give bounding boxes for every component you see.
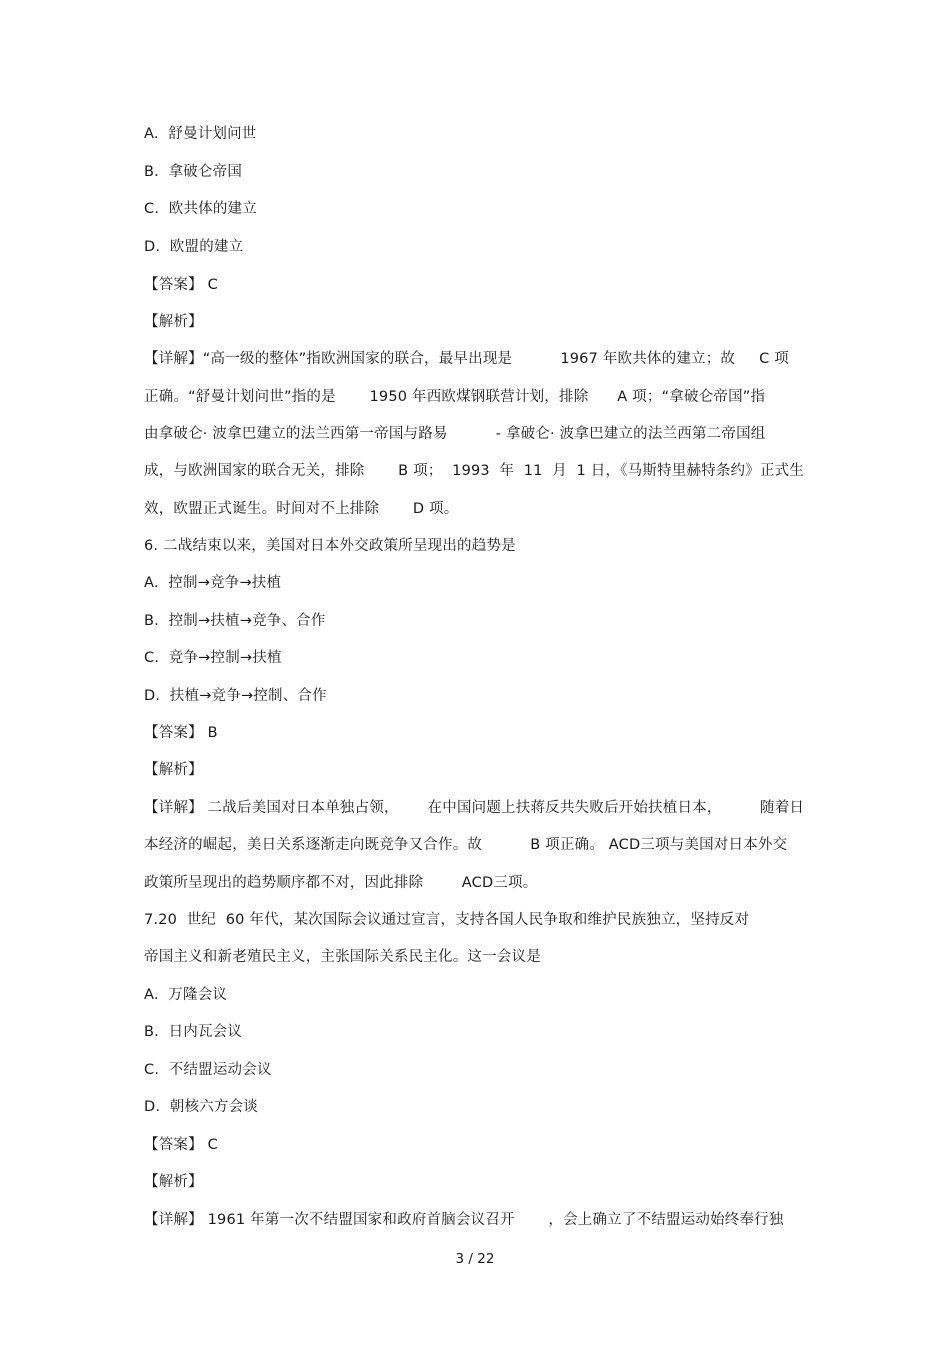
answer-q5: 【答案】 C — [144, 277, 218, 293]
option-c-q5: C. 欧共体的建立 — [144, 201, 257, 217]
page-number: 3 / 22 — [455, 1251, 495, 1267]
question-6: 6. 二战结束以来，美国对日本外交政策所呈现出的趋势是 — [144, 538, 516, 554]
answer-q6: 【答案】 B — [144, 725, 218, 741]
option-c-q7: C. 不结盟运动会议 — [144, 1062, 272, 1078]
question-7-line1: 7.20 世纪 60 年代，某次国际会议通过宣言，支持各国人民争取和维护民族独立，坚持反对 — [144, 912, 750, 928]
analysis-heading-q6: 【解析】 — [144, 762, 203, 778]
option-a-q5: A. 舒曼计划问世 — [144, 126, 257, 142]
explanation-q5-line3: 由拿破仑· 波拿巴建立的法兰西第一帝国与路易 - 拿破仑· 波拿巴建立的法兰西第二帝国组 — [144, 426, 766, 442]
option-d-q5: D. 欧盟的建立 — [144, 239, 244, 255]
option-a-q7: A. 万隆会议 — [144, 987, 228, 1003]
option-b-q5: B. 拿破仑帝国 — [144, 164, 243, 180]
explanation-q5-line5: 效，欧盟正式诞生。时间对不上排除 D 项。 — [144, 501, 459, 517]
question-7-line2: 帝国主义和新老殖民主义，主张国际关系民主化。这一会议是 — [144, 949, 541, 965]
explanation-q6-line1: 【详解】 二战后美国对日本单独占领， 在中国问题上扶蒋反共失败后开始扶植日本， 随着日 — [144, 800, 805, 816]
option-b-q7: B. 日内瓦会议 — [144, 1024, 243, 1040]
explanation-q5-line4: 成，与欧洲国家的联合无关，排除 B 项； 1993 年 11 月 1 日，《马斯特里赫特条约》正式生 — [144, 463, 805, 479]
option-d-q7: D. 朝核六方会谈 — [144, 1099, 258, 1115]
option-c-q6: C. 竞争→控制→扶植 — [144, 650, 282, 666]
explanation-q6-line2: 本经济的崛起，美日关系逐渐走向既竞争又合作。故 B 项正确。 ACD三项与美国对日本外交 — [144, 837, 788, 853]
option-a-q6: A. 控制→竞争→扶植 — [144, 575, 282, 591]
option-d-q6: D. 扶植→竞争→控制、合作 — [144, 688, 327, 704]
explanation-q5-line2: 正确。“舒曼计划问世”指的是 1950 年西欧煤钢联营计划，排除 A 项；“拿破仑帝国”指 — [144, 389, 766, 405]
option-b-q6: B. 控制→扶植→竞争、合作 — [144, 613, 326, 629]
explanation-q5-line1: 【详解】“高一级的整体”指欧洲国家的联合，最早出现是 1967 年欧共体的建立；故 C 项 — [144, 351, 790, 367]
analysis-heading-q5: 【解析】 — [144, 314, 203, 330]
explanation-q7-line1: 【详解】 1961 年第一次不结盟国家和政府首脑会议召开 ，会上确立了不结盟运动始终奉行独 — [144, 1212, 784, 1228]
explanation-q6-line3: 政策所呈现出的趋势顺序都不对，因此排除 ACD三项。 — [144, 875, 538, 891]
analysis-heading-q7: 【解析】 — [144, 1174, 203, 1190]
answer-q7: 【答案】 C — [144, 1137, 218, 1153]
